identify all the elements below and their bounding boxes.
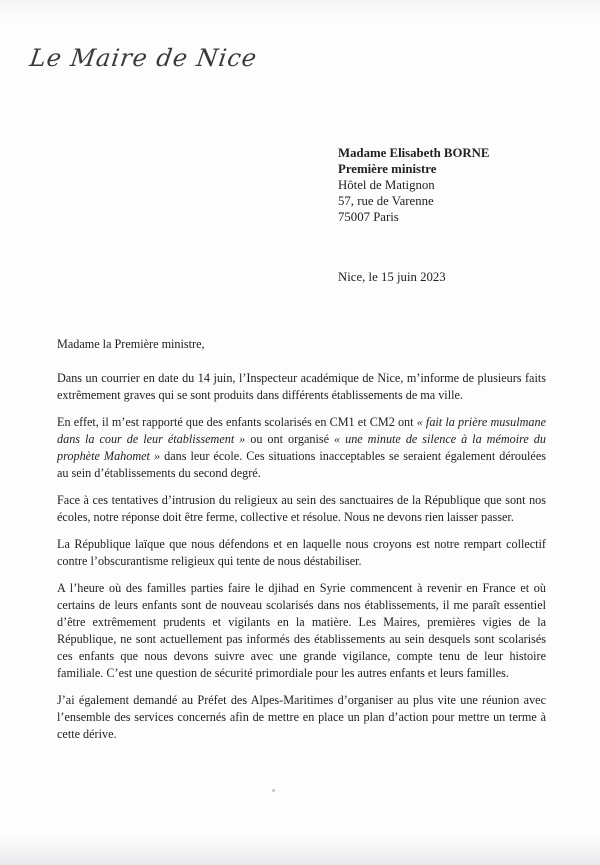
paragraph-2-run-2: ou ont organisé bbox=[245, 432, 335, 446]
paragraph-2-run-1: En effet, il m’est rapporté que des enfants scolarisés en CM1 et CM2 ont bbox=[57, 415, 417, 429]
paragraph-2-quote-2: « une minute de silence à la mémoire du prophète Mahomet » bbox=[57, 432, 546, 463]
recipient-address-block bbox=[338, 145, 489, 225]
paragraph-2 bbox=[57, 414, 546, 482]
paragraph-3: Face à ces tentatives d’intrusion du religieux au sein des sanctuaires de la République que sont nos écoles, notre réponse doit être ferme, collective et résolue. Nous ne devons rien laisser passer. bbox=[57, 493, 546, 524]
paragraph-6: J’ai également demandé au Préfet des Alpes-Maritimes d’organiser au plus vite une réunion avec l’ensemble des services concernés afin de mettre en place un plan d’action pour mettre un terme à cette dérive. bbox=[57, 693, 546, 741]
paragraph-2-run-3: dans leur école. Ces situations inacceptables se seraient également déroulées au sein d’établissements du second degré. bbox=[57, 449, 546, 480]
recipient-address-line-3: 75007 Paris bbox=[338, 210, 399, 224]
paragraph-4: La République laïque que nous défendons et en laquelle nous croyons est notre rempart collectif contre l’obscurantisme religieux qui tente de nous déstabiliser. bbox=[57, 537, 546, 568]
sender-letterhead: Le Maire de Nice bbox=[28, 44, 260, 72]
paragraph-2-quote-1: « fait la prière musulmane dans la cour de leur établissement » bbox=[57, 415, 546, 446]
recipient-name: Madame Elisabeth BORNE bbox=[338, 146, 490, 160]
recipient-title: Première ministre bbox=[338, 162, 437, 176]
recipient-address-line-2: 57, rue de Varenne bbox=[338, 194, 434, 208]
salutation: Madame la Première ministre, bbox=[57, 337, 205, 351]
recipient-address-line-1: Hôtel de Matignon bbox=[338, 178, 435, 192]
letter-body bbox=[57, 336, 546, 753]
paragraph-5: A l’heure où des familles parties faire le djihad en Syrie commencent à revenir en France et où certains de leurs enfants sont de nouveau scolarisés dans nos établissements, il me paraît essentiel d’être extrêmement prudents et vigilants en la matière. Les Maires, premières vigies de la République, ne sont actuellement pas informés des établissements au sein desquels sont scolarisés ces enfants que nous devons suivre avec une grande vigilance, compte tenu de leur histoire familiale. C’est une question de sécurité primordiale pour les autres enfants et leurs familles. bbox=[57, 581, 546, 680]
scan-artifact-speck bbox=[272, 789, 275, 792]
paragraph-1: Dans un courrier en date du 14 juin, l’Inspecteur académique de Nice, m’informe de plusieurs faits extrêmement graves qui se sont produits dans différents établissements de ma ville. bbox=[57, 371, 546, 402]
date-line: Nice, le 15 juin 2023 bbox=[338, 270, 446, 284]
